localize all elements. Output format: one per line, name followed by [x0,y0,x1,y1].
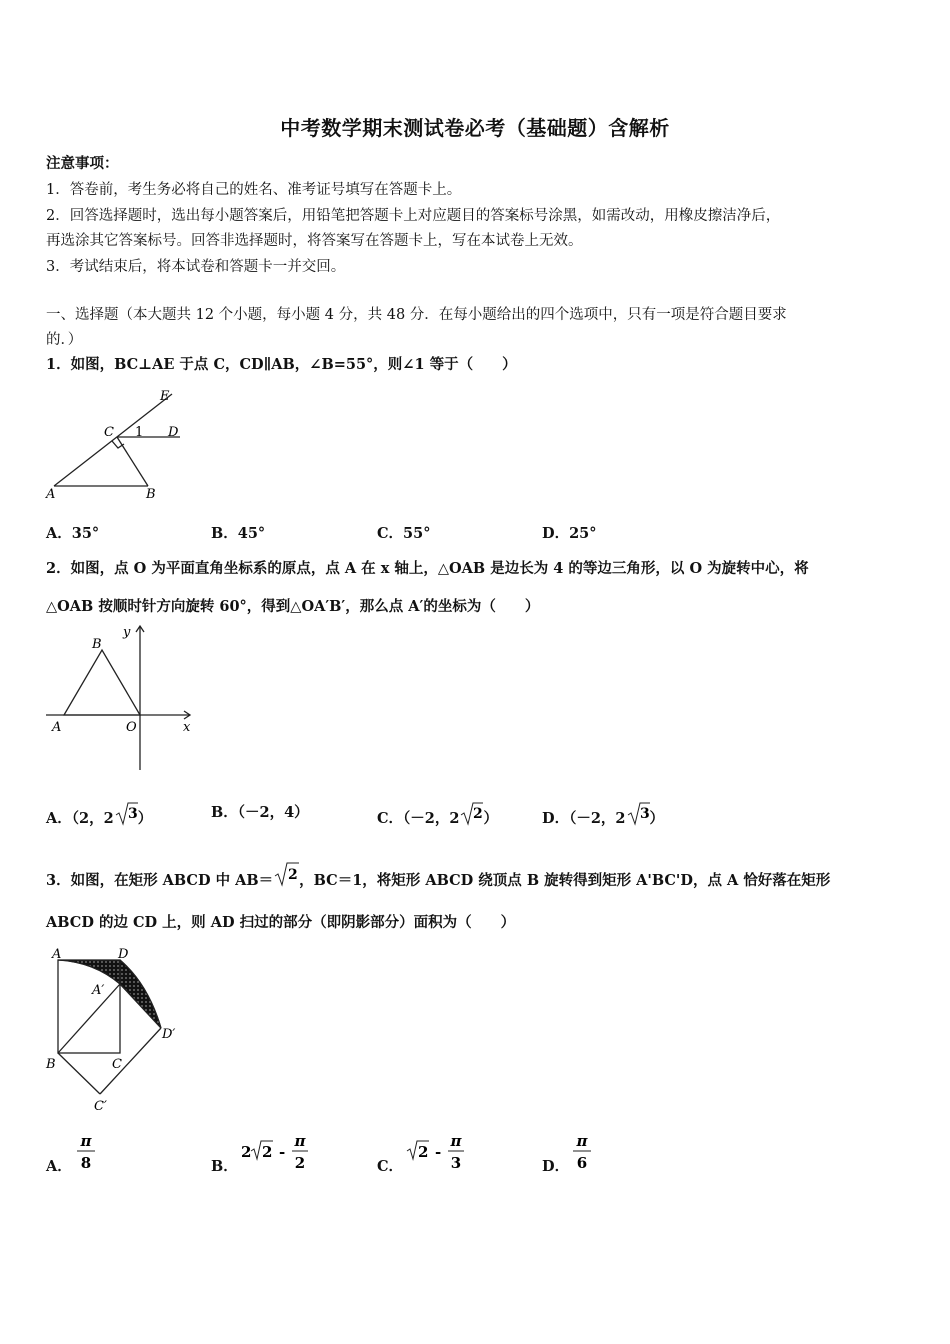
q3-stem-prefix: 3．如图，在矩形 ABCD 中 AB＝ [46,872,274,889]
fraction-icon [570,1131,594,1173]
q2-option-c-radicand: 2 [473,806,484,822]
q2-label-a: A [52,720,62,735]
section-heading: 一、选择题（本大题共 12 个小题，每小题 4 分，共 48 分．在每小题给出的四个选项中，只有一项是符合题目要求 [46,307,787,323]
q3-figure [44,944,194,1114]
q2-label-o: O [126,720,137,735]
q3-option-d-denominator: 6 [576,1154,588,1172]
q2-stem-line2: △OAB 按顺时针方向旋转 60°，得到△OA′B′，那么点 A′的坐标为（ ） [46,598,540,615]
fraction-icon [74,1131,98,1173]
q3-label-c-prime: C′ [94,1099,107,1114]
q1-figure [44,386,194,506]
q1-label-d: D [168,425,179,440]
q2-option-c-prefix: C．（－2，2 [377,810,460,827]
q2-label-y: y [123,625,131,640]
sqrt-icon [273,861,299,889]
q3-stem-line2: ABCD 的边 CD 上，则 AD 扫过的部分（即阴影部分）面积为（ ） [46,914,516,931]
q1-stem: 1．如图，BC⊥AE 于点 C，CD∥AB，∠B=55°，则∠1 等于（ ） [46,356,517,373]
q1-option-a[interactable]: A．35° [46,525,100,542]
q1-option-d[interactable]: D．25° [542,525,597,542]
q3-option-c-label: C． [377,1158,404,1175]
sqrt-icon [114,801,138,827]
q1-label-e: E [160,389,170,404]
q3-option-b-radicand: 2 [262,1143,273,1161]
q2-stem-line1: 2．如图，点 O 为平面直角坐标系的原点，点 A 在 x 轴上，△OAB 是边长为 4 的等边三角形，以 O 为旋转中心，将 [46,560,809,577]
section-heading-cont: 的．） [46,332,83,348]
q1-label-a: A [46,487,56,502]
q3-option-a-label: A． [46,1158,72,1175]
expression-icon [239,1131,319,1173]
q3-label-b: B [46,1057,56,1072]
q3-option-d-label: D． [542,1158,570,1175]
q3-option-b-label: B． [211,1158,238,1175]
q3-option-b-numerator: π [294,1132,306,1150]
expression-icon [405,1131,475,1173]
q3-stem-suffix: ，BC＝1，将矩形 ABCD 绕顶点 B 旋转得到矩形 A'BC'D，点 A 恰好落在矩形 [299,872,831,889]
q2-option-a-prefix: A．（2，2 [46,810,114,827]
q3-label-a: A [52,947,62,962]
q3-option-b-coef: 2 [241,1143,252,1161]
notice-item-2: 2．回答选择题时，选出每小题答案后，用铅笔把答题卡上对应题目的答案标号涂黑，如需改动，用橡皮擦洁净后， [46,208,781,224]
q3-label-d-prime: D′ [162,1027,176,1042]
sqrt-icon [626,801,650,827]
q3-option-b[interactable] [211,1131,306,1175]
page-title: 中考数学期末测试卷必考（基础题）含解析 [280,116,670,140]
q3-label-d: D [118,947,129,962]
q3-option-d-numerator: π [576,1132,588,1150]
q3-option-d[interactable] [542,1131,588,1175]
q2-option-d[interactable] [542,801,664,828]
q3-option-c[interactable] [377,1131,462,1175]
q3-option-c-numerator: π [450,1132,462,1150]
notice-heading: 注意事项： [46,155,119,172]
q2-option-d-prefix: D．（－2，2 [542,810,626,827]
notice-item-2-cont: 再选涂其它答案标号。回答非选择题时，将答案写在答题卡上，写在本试卷上无效。 [46,233,583,249]
q2-label-x: x [183,720,191,735]
notice-item-1: 1．答卷前，考生务必将自己的姓名、准考证号填写在答题卡上。 [46,182,462,198]
q3-option-b-minus: - [279,1143,286,1161]
q2-option-d-suffix: ） [649,810,665,827]
q2-option-c[interactable] [377,801,498,828]
q3-option-c-minus: - [435,1143,442,1161]
q2-figure [44,622,199,772]
q3-option-a-numerator: π [80,1132,92,1150]
q3-stem-line1 [46,861,830,890]
q3-option-a[interactable] [46,1131,92,1175]
q2-label-b: B [92,637,102,652]
q2-option-a-radicand: 3 [127,806,138,822]
q2-option-b[interactable]: B．（－2，4） [211,804,309,821]
q2-option-d-radicand: 3 [639,806,650,822]
q3-option-a-denominator: 8 [80,1154,92,1172]
notice-item-3: 3．考试结束后，将本试卷和答题卡一并交回。 [46,259,346,275]
q1-label-b: B [146,487,156,502]
q1-option-c[interactable]: C．55° [377,525,431,542]
q3-stem-radicand: 2 [288,867,298,883]
q1-label-c: C [104,425,114,440]
sqrt-icon [459,801,483,827]
q3-option-c-radicand: 2 [418,1143,429,1161]
q2-option-a[interactable] [46,801,152,828]
q1-label-angle1: 1 [135,425,144,440]
q1-option-b[interactable]: B．45° [211,525,266,542]
q2-option-c-suffix: ） [483,810,498,827]
q3-option-c-denominator: 3 [450,1154,462,1172]
q3-label-a-prime: A′ [92,983,105,998]
q3-label-c: C [112,1057,122,1072]
q3-option-b-denominator: 2 [294,1154,306,1172]
q2-option-a-suffix: ） [137,810,153,827]
